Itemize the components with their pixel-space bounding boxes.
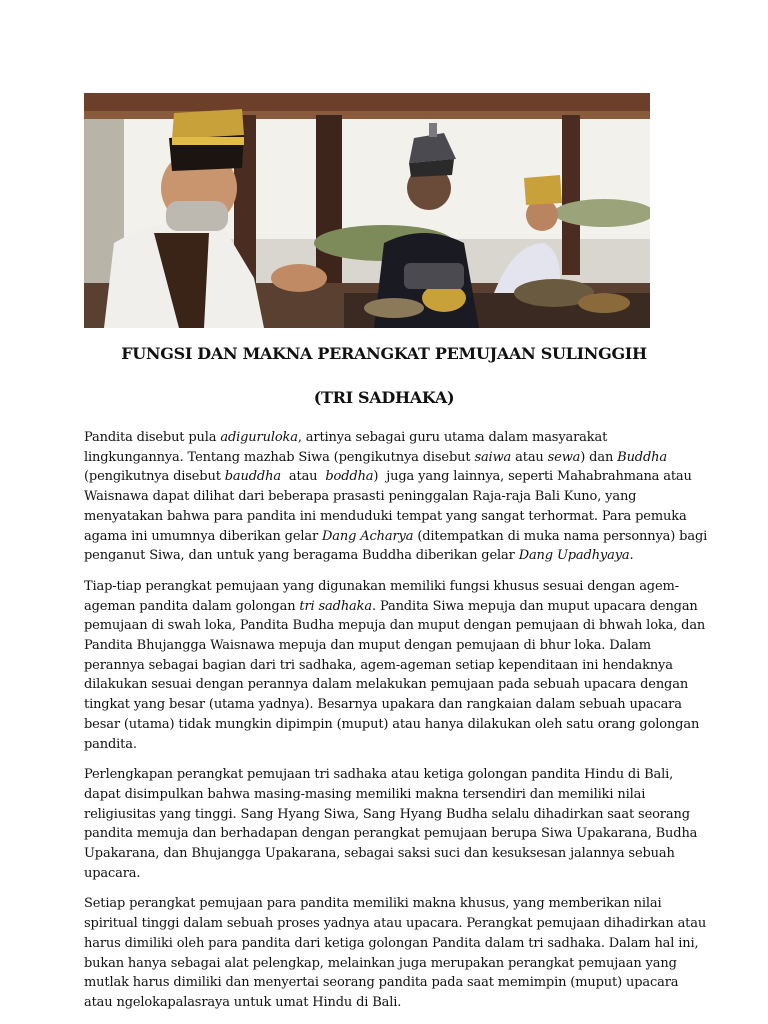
page-title: FUNGSI DAN MAKNA PERANGKAT PEMUJAAN SULINGGIH xyxy=(121,344,647,363)
paragraph-4: Setiap perangkat pemujaan para pandita memiliki makna khusus, yang memberikan nilai spiritual tinggi dalam sebuah proses yadnya atau upacara. Perangkat pemujaan dihadirkan atau harus dimiliki oleh para pandita dari ketiga golongan Pandita dalam tri sadhaka. Dalam hal ini, bukan hanya sebagai alat pelengkap, melainkan juga merupakan perangkat pemujaan yang mutlak harus dimiliki dan menyertai seorang pandita pada saat memimpin (muput) upacara atau ngelokapalasraya untuk umat Hindu di Bali. xyxy=(84,896,707,1010)
header-photo xyxy=(84,93,650,328)
paragraph-3: Perlengkapan perangkat pemujaan tri sadhaka atau ketiga golongan pandita Hindu di Bali, dapat disimpulkan bahwa masing-masing memiliki makna tersendiri dan memiliki nilai religiusitas yang tinggi. Sang Hyang Siwa, Sang Hyang Budha selalu dihadirkan saat seorang pandita memuja dan berhadapan dengan perangkat pemujaan berupa Siwa Upakarana, Budha Upakarana, dan Bhujangga Upakarana, sebagai saksi suci dan kesuksesan jalannya sebuah upacara. xyxy=(84,767,698,881)
ceremony-illustration xyxy=(84,93,650,328)
article-body xyxy=(84,428,710,1024)
page-subtitle: (TRI SADHAKA) xyxy=(313,388,455,407)
paragraph-1: Pandita disebut pula adiguruloka, artinya sebagai guru utama dalam masyarakat lingkungannya. Tentang mazhab Siwa (pengikutnya disebut saiwa atau sewa) dan Buddha (pengikutnya disebut bauddha atau boddha) juga yang lainnya, seperti Mahabrahmana atau Waisnawa dapat dilihat dari beberapa prasasti peninggalan Raja-raja Bali Kuno, yang menyatakan bahwa para pandita ini menduduki tempat yang sangat terhormat. Para pemuka agama ini umumnya diberikan gelar Dang Acharya (ditempatkan di muka nama personnya) bagi penganut Siwa, dan untuk yang beragama Buddha diberikan gelar Dang Upadhyaya. xyxy=(84,430,708,564)
paragraph-2: Tiap-tiap perangkat pemujaan yang digunakan memiliki fungsi khusus sesuai dengan agem-ageman pandita dalam golongan tri sadhaka. Pandita Siwa mepuja dan muput upacara dengan pemujaan di swah loka, Pandita Budha mepuja dan muput dengan pemujaan di bhwah loka, dan Pandita Bhujangga Waisnawa mepuja dan muput dengan pemujaan di bhur loka. Dalam perannya sebagai bagian dari tri sadhaka, agem-ageman setiap kependitaan ini hendaknya dilakukan sesuai dengan perannya dalam melakukan pemujaan pada sebuah upacara dengan tingkat yang besar (utama yadnya). Besarnya upakara dan rangkaian dalam sebuah upacara besar (utama) tidak mungkin dipimpin (muput) atau hanya dilakukan oleh satu orang golongan pandita. xyxy=(84,578,706,752)
